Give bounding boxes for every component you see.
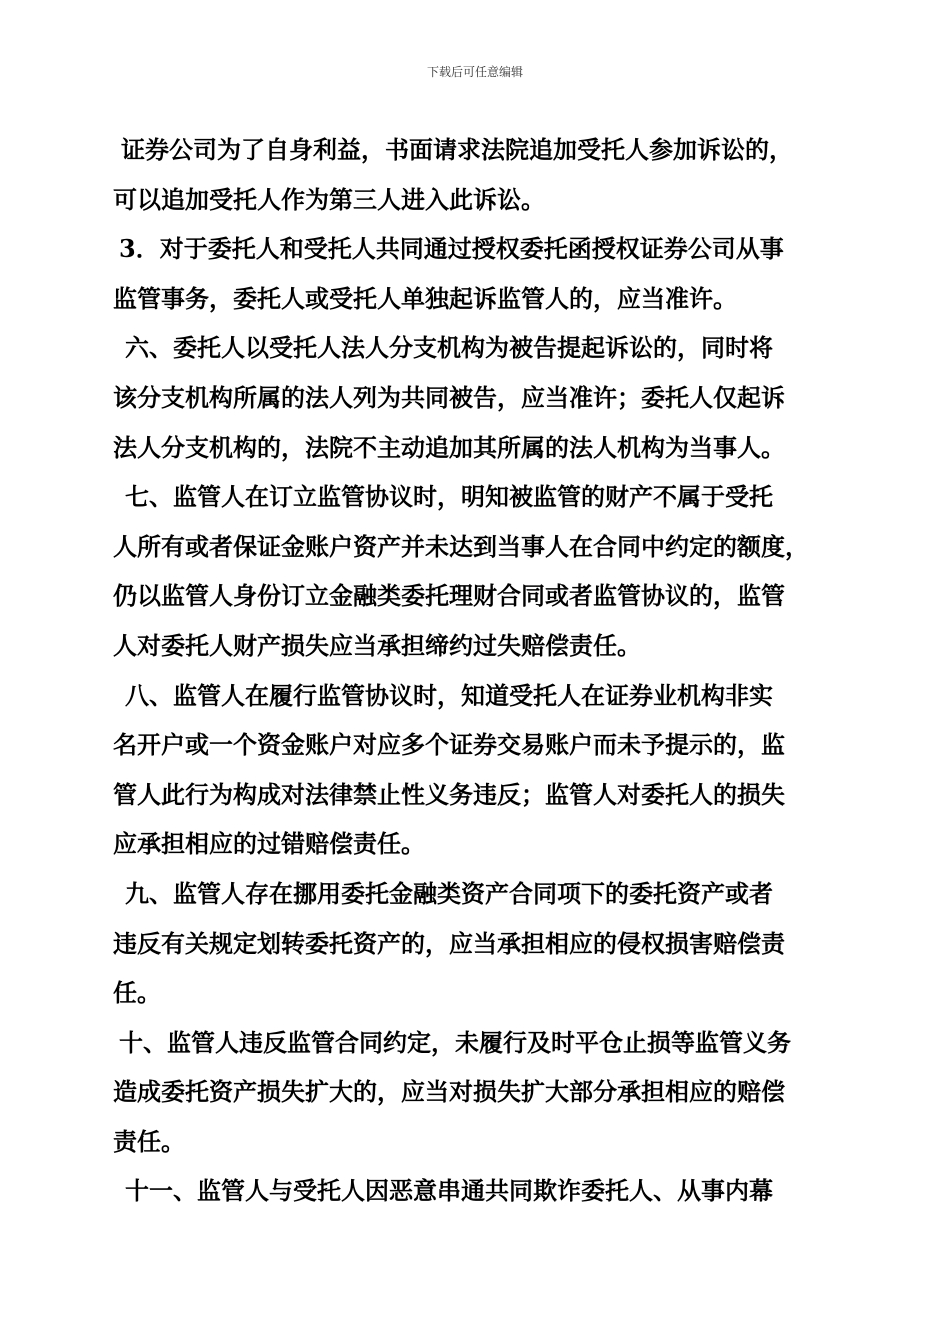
text-line: 名开户或一个资金账户对应多个证券交易账户而未予提示的，监: [113, 730, 785, 760]
text-line: 法人分支机构的，法院不主动追加其所属的法人机构为当事人。: [113, 432, 785, 462]
text-line: 证券公司为了自身利益，书面请求法院追加受托人参加诉讼的，: [121, 135, 793, 164]
text-line: 监管事务，委托人或受托人单独起诉监管人的，应当准许。: [113, 283, 737, 313]
text-line: 九、监管人存在挪用委托金融类资产合同项下的委托资产或者: [125, 878, 773, 908]
text-line: 造成委托资产损失扩大的，应当对损失扩大部分承担相应的赔偿: [113, 1077, 785, 1107]
text-line: 十一、监管人与受托人因恶意串通共同欺诈委托人、从事内幕: [125, 1176, 773, 1206]
text-line: 八、监管人在履行监管协议时，知道受托人在证券业机构非实: [125, 680, 773, 710]
text-line: 人所有或者保证金账户资产并未达到当事人在合同中约定的额度，: [113, 531, 809, 561]
page-header: 下载后可任意编辑: [426, 65, 523, 79]
document-body: [113, 125, 841, 1216]
text-line: 十、监管人违反监管合同约定，未履行及时平仓止损等监管义务: [119, 1027, 791, 1057]
text-line: 违反有关规定划转委托资产的，应当承担相应的侵权损害赔偿责: [113, 928, 785, 958]
text-line: 3．对于委托人和受托人共同通过授权委托函授权证券公司从事: [119, 234, 784, 264]
text-line: 六、委托人以受托人法人分支机构为被告提起诉讼的，同时将: [125, 333, 773, 363]
text-line: 该分支机构所属的法人列为共同被告，应当准许；委托人仅起诉: [113, 382, 785, 412]
text-line: 仍以监管人身份订立金融类委托理财合同或者监管协议的，监管: [113, 581, 785, 611]
text-line: 七、监管人在订立监管协议时，明知被监管的财产不属于受托: [125, 482, 773, 512]
text-line: 管人此行为构成对法律禁止性义务违反；监管人对委托人的损失: [113, 779, 785, 809]
text-line: 任。: [113, 978, 161, 1008]
text-line: 可以追加受托人作为第三人进入此诉讼。: [113, 184, 545, 214]
text-line: 责任。: [113, 1126, 185, 1156]
text-line: 应承担相应的过错赔偿责任。: [113, 829, 425, 859]
text-line: 人对委托人财产损失应当承担缔约过失赔偿责任。: [113, 630, 641, 660]
